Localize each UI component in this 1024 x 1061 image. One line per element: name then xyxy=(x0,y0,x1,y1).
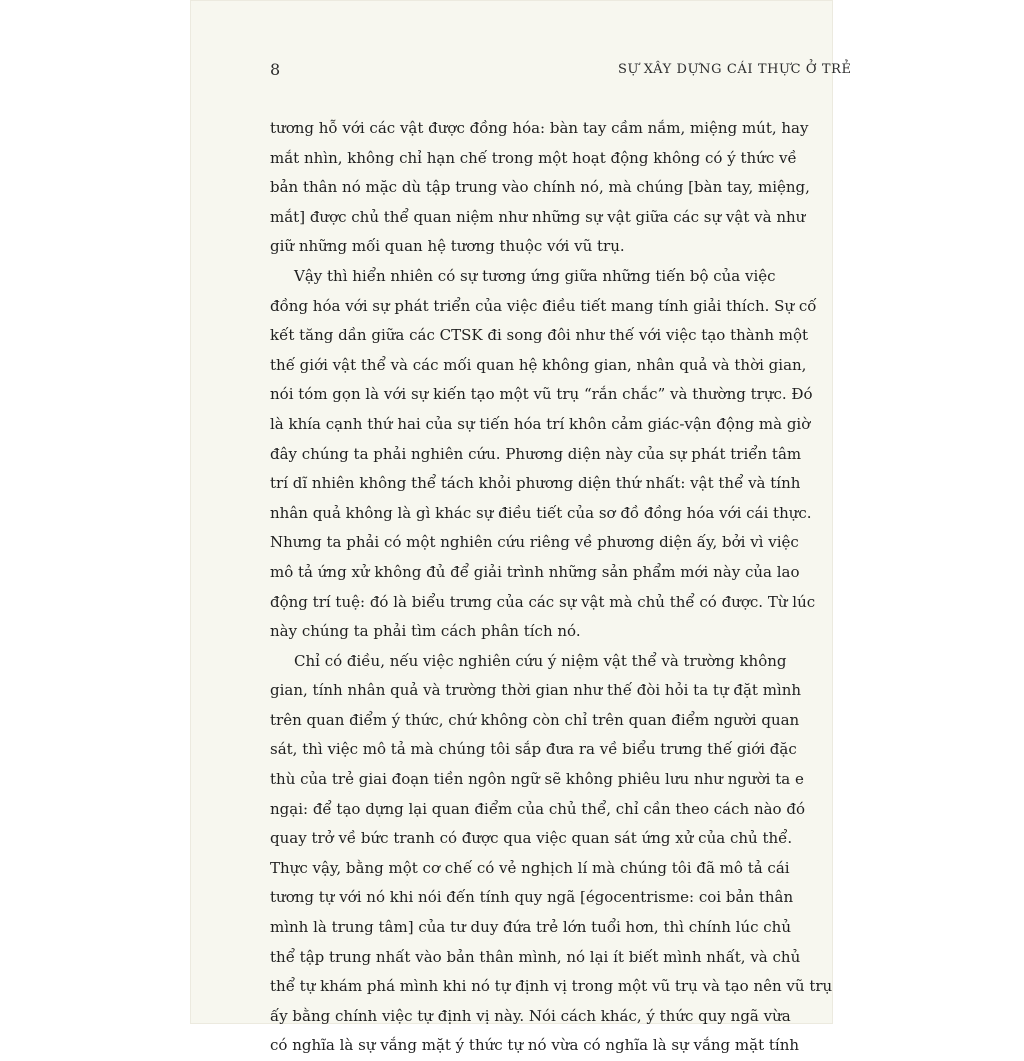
text-line: này chúng ta phải tìm cách phân tích nó. xyxy=(270,622,581,641)
text-line: Vậy thì hiển nhiên có sự tương ứng giữa những tiến bộ của việc xyxy=(294,266,776,285)
text-line: trên quan điểm ý thức, chứ không còn chỉ trên quan điểm người quan xyxy=(270,710,800,729)
page-header xyxy=(270,58,852,82)
text-line: Thực vậy, bằng một cơ chế có vẻ nghịch lí mà chúng tôi đã mô tả cái xyxy=(270,858,790,877)
text-line: nhân quả không là gì khác sự điều tiết của sơ đồ đồng hóa với cái thực. xyxy=(270,503,812,522)
paragraph-3 xyxy=(270,647,833,1061)
text-line: Nhưng ta phải có một nghiên cứu riêng về phương diện ấy, bởi vì việc xyxy=(270,533,799,552)
text-line: tương hỗ với các vật được đồng hóa: bàn tay cầm nắm, miệng mút, hay xyxy=(270,119,809,137)
text-line: mắt] được chủ thể quan niệm như những sự vật giữa các sự vật và như xyxy=(270,207,806,226)
text-line: Chỉ có điều, nếu việc nghiên cứu ý niệm vật thể và trường không xyxy=(294,651,787,670)
text-line: tương tự với nó khi nói đến tính quy ngã [égocentrisme: coi bản thân xyxy=(270,888,794,907)
text-line: đây chúng ta phải nghiên cứu. Phương diện này của sự phát triển tâm xyxy=(270,444,802,463)
text-line: có nghĩa là sự vắng mặt ý thức tự nó vừa có nghĩa là sự vắng mặt tính xyxy=(270,1036,800,1055)
text-line: gian, tính nhân quả và trường thời gian như thế đòi hỏi ta tự đặt mình xyxy=(270,681,802,700)
page-number: 8 xyxy=(270,60,281,79)
paragraph-1 xyxy=(270,114,815,262)
text-line: ấy bằng chính việc tự định vị này. Nói cách khác, ý thức quy ngã vừa xyxy=(270,1006,791,1025)
body-text xyxy=(270,114,833,1061)
text-line: kết tăng dần giữa các CTSK đi song đôi như thế với việc tạo thành một xyxy=(270,326,809,345)
book-page xyxy=(190,0,852,1055)
text-line: quay trở về bức tranh có được qua việc quan sát ứng xử của chủ thể. xyxy=(270,829,793,848)
text-line: thể tập trung nhất vào bản thân mình, nó lại ít biết mình nhất, và chủ xyxy=(270,947,801,966)
text-line: trí dĩ nhiên không thể tách khỏi phương diện thứ nhất: vật thể và tính xyxy=(270,474,801,493)
text-line: ngại: để tạo dựng lại quan điểm của chủ thể, chỉ cần theo cách nào đó xyxy=(270,799,805,818)
text-line: thể tự khám phá mình khi nó tự định vị trong một vũ trụ và tạo nên vũ trụ xyxy=(270,977,833,996)
text-line: mình là trung tâm] của tư duy đứa trẻ lớn tuổi hơn, thì chính lúc chủ xyxy=(270,918,792,937)
text-line: bản thân nó mặc dù tập trung vào chính nó, mà chúng [bàn tay, miệng, xyxy=(270,178,810,197)
text-line: nói tóm gọn là với sự kiến tạo một vũ trụ “rắn chắc” và thường trực. Đó xyxy=(270,385,813,404)
text-line: mô tả ứng xử không đủ để giải trình những sản phẩm mới này của lao xyxy=(270,562,800,581)
text-line: thù của trẻ giai đoạn tiền ngôn ngữ sẽ không phiêu lưu như người ta e xyxy=(270,770,804,789)
running-head: SỰ XÂY DỰNG CÁI THỰC Ở TRẺ xyxy=(618,62,852,77)
text-line: thế giới vật thể và các mối quan hệ không gian, nhân quả và thời gian, xyxy=(270,355,807,374)
text-line: mắt nhìn, không chỉ hạn chế trong một hoạt động không có ý thức về xyxy=(270,148,797,167)
text-line: giữ những mối quan hệ tương thuộc với vũ trụ. xyxy=(270,237,625,256)
text-line: là khía cạnh thứ hai của sự tiến hóa trí khôn cảm giác-vận động mà giờ xyxy=(270,414,811,433)
text-line: sát, thì việc mô tả mà chúng tôi sắp đưa ra về biểu trưng thế giới đặc xyxy=(270,740,797,759)
paragraph-2 xyxy=(270,262,815,647)
text-line: đồng hóa với sự phát triển của việc điều tiết mang tính giải thích. Sự cố xyxy=(270,296,817,315)
text-line: động trí tuệ: đó là biểu trưng của các sự vật mà chủ thể có được. Từ lúc xyxy=(270,592,816,611)
